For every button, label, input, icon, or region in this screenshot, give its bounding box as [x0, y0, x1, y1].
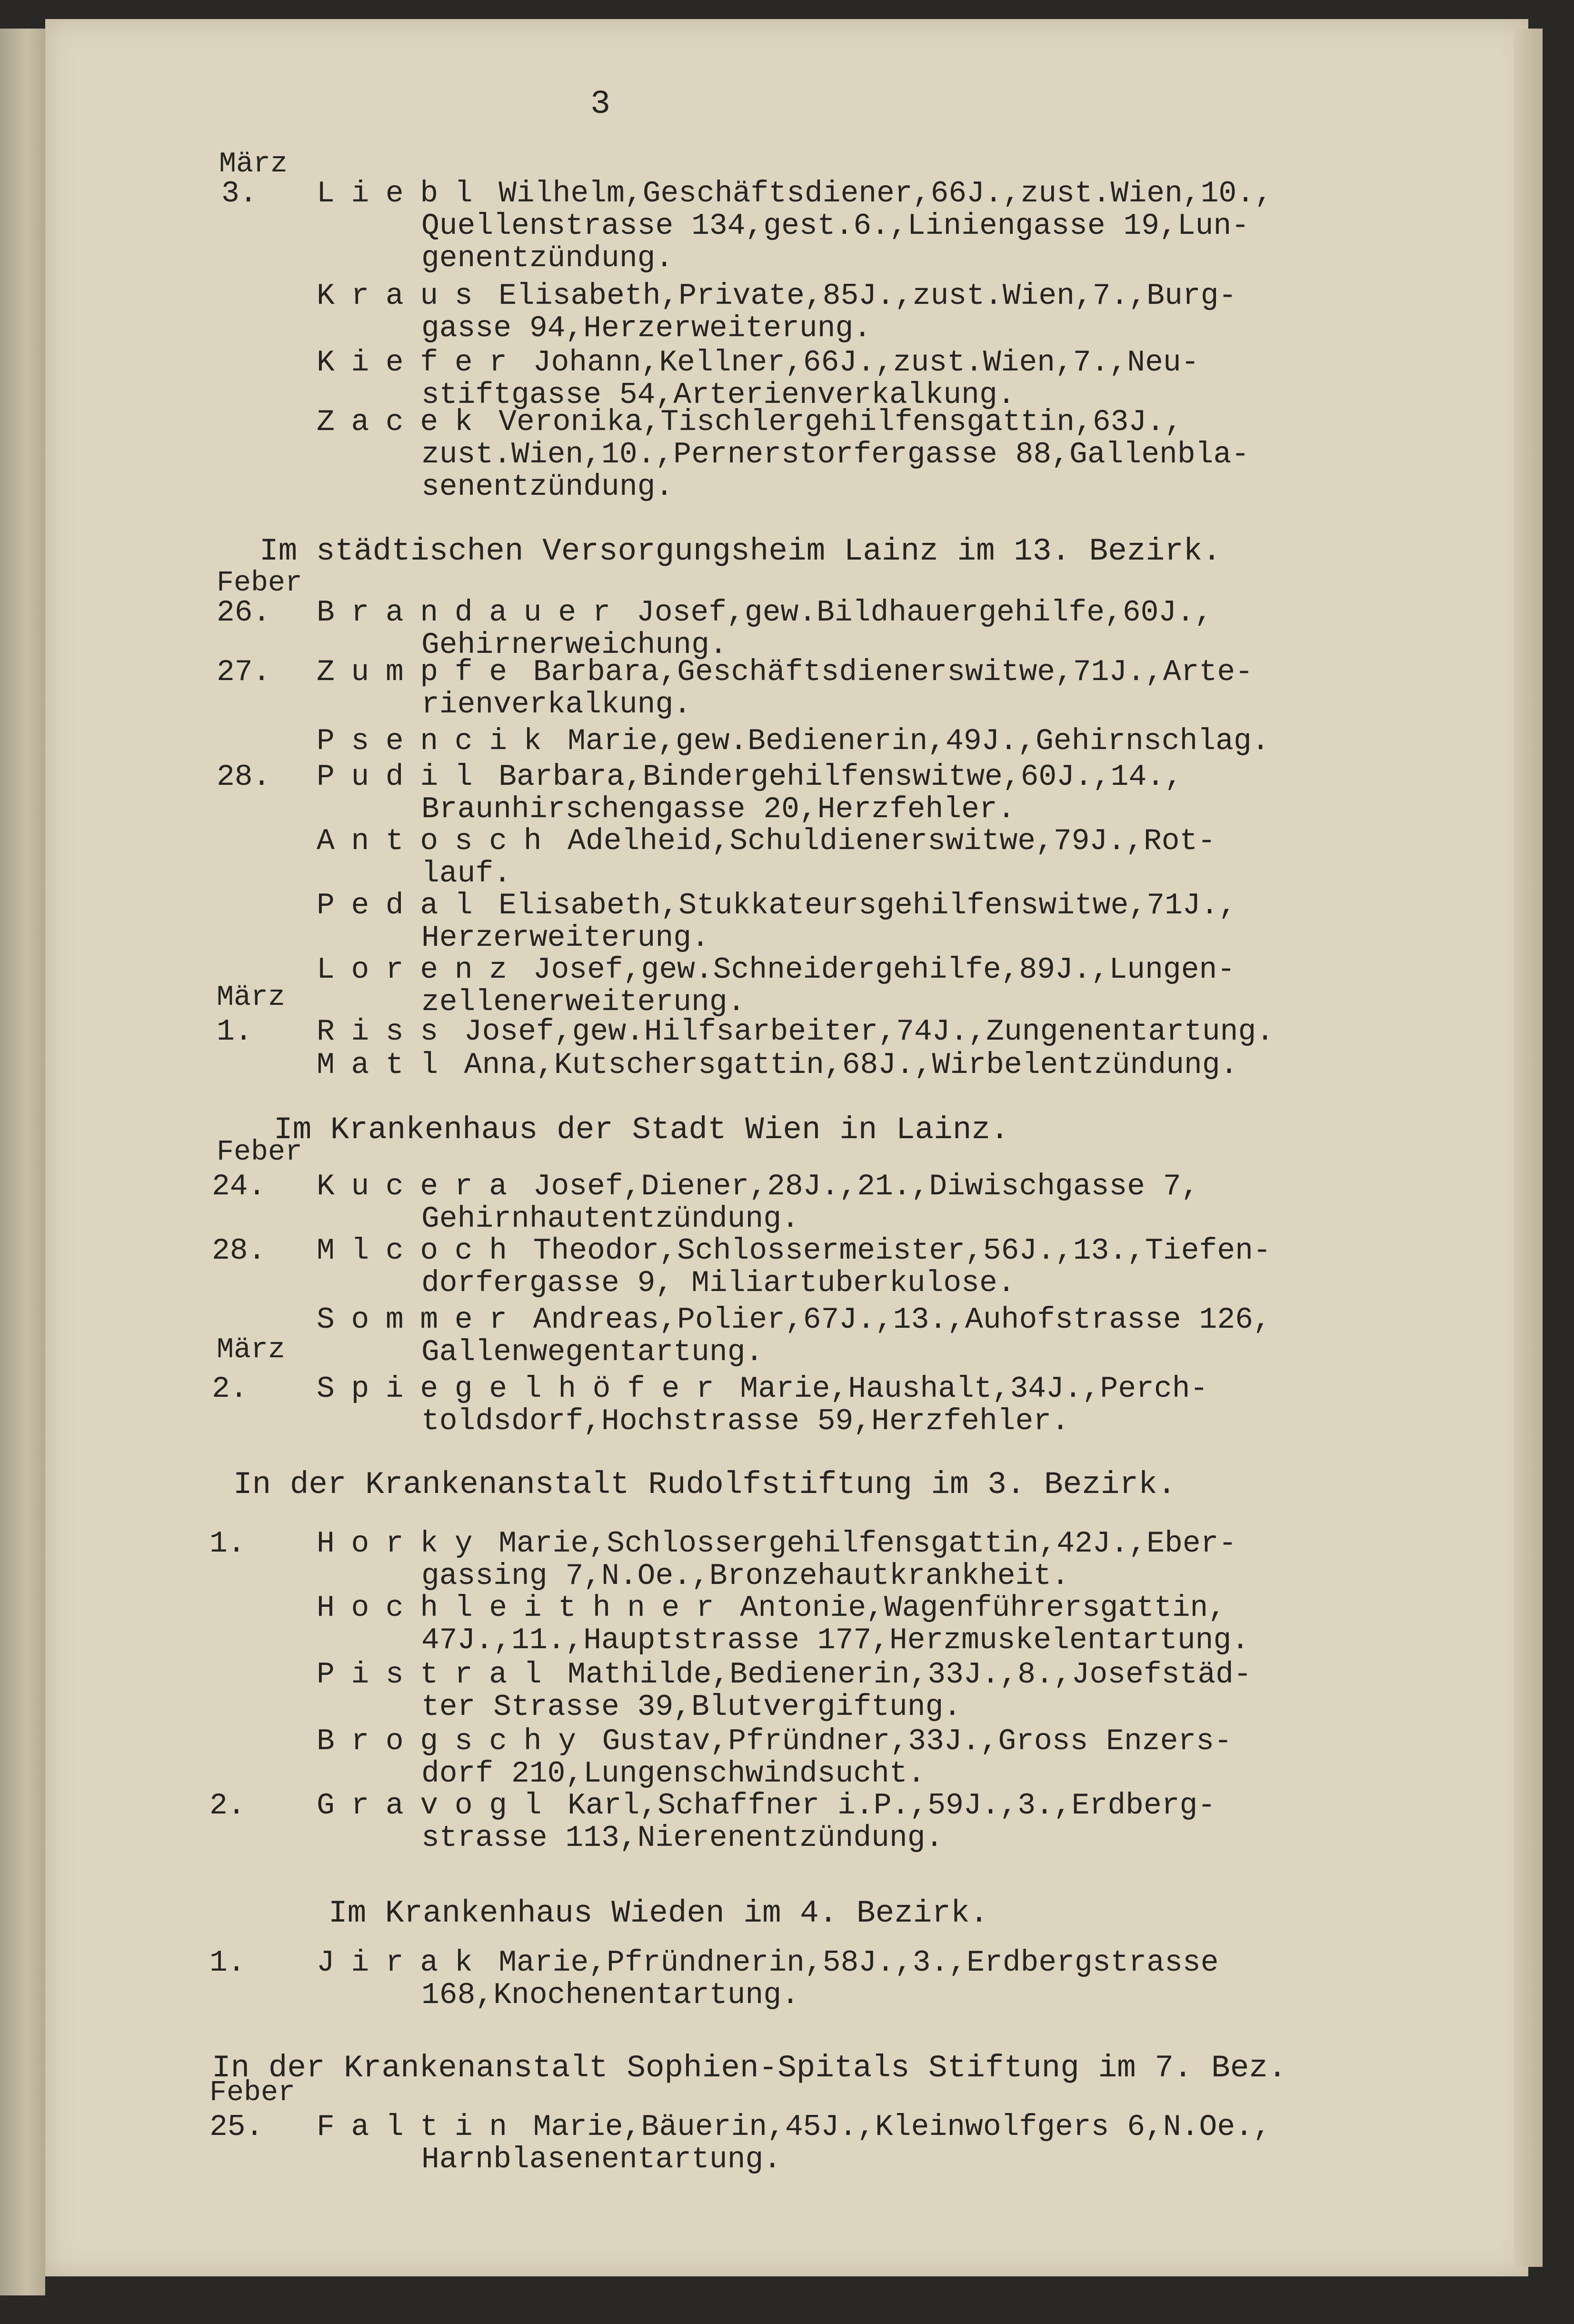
- entry-text-line: gassing 7,N.Oe.,Bronzehautkrankheit.: [421, 1559, 1070, 1593]
- entry-text-line: Quellenstrasse 134,gest.6.,Liniengasse 19,Lun-: [421, 209, 1250, 243]
- entry-surname: Jirak: [317, 1946, 489, 1980]
- entry-text-line: Braunhirschengasse 20,Herzfehler.: [421, 792, 1016, 826]
- entry-surname: Gravogl: [317, 1789, 558, 1823]
- entry-text-line: Marie,Schlossergehilfensgattin,42J.,Eber-: [498, 1527, 1237, 1561]
- entry-surname: Psencik: [317, 724, 558, 758]
- facing-page-edge: [0, 29, 45, 2295]
- entry-text-line: Johann,Kellner,66J.,zust.Wien,7.,Neu-: [533, 346, 1199, 380]
- entry-surname: Mlcoch: [317, 1234, 524, 1268]
- entry-text-line: Josef,gew.Hilfsarbeiter,74J.,Zungenentartung.: [464, 1015, 1275, 1049]
- entry-text-line: Veronika,Tischlergehilfensgattin,63J.,: [498, 405, 1183, 439]
- entry-text-line: Marie,Haushalt,34J.,Perch-: [740, 1372, 1208, 1406]
- entry-day: 24.: [212, 1170, 266, 1203]
- entry-surname: Pudil: [317, 760, 489, 794]
- entry-surname: Brogschy: [317, 1724, 593, 1758]
- page-fore-edge: [1514, 29, 1543, 2267]
- entry-text-line: Karl,Schaffner i.P.,59J.,3.,Erdberg-: [568, 1789, 1216, 1823]
- institution-heading: In der Krankenanstalt Rudolfstiftung im 3. Bezirk.: [233, 1467, 1176, 1503]
- entry-text-line: strasse 113,Nierenentzündung.: [421, 1821, 944, 1855]
- entry-day: 1.: [209, 1527, 246, 1561]
- entry-text-line: stiftgasse 54,Arterienverkalkung.: [421, 378, 1016, 412]
- entry-text-line: rienverkalkung.: [421, 688, 692, 721]
- entry-text-line: Theodor,Schlossermeister,56J.,13.,Tiefen-: [533, 1234, 1271, 1268]
- entry-text-line: senentzündung.: [421, 470, 674, 504]
- month-label: Feber: [209, 2077, 296, 2109]
- month-label: Feber: [217, 567, 303, 600]
- entry-text-line: Adelheid,Schuldienerswitwe,79J.,Rot-: [568, 824, 1216, 858]
- entry-surname: Pedal: [317, 889, 489, 922]
- month-label: Feber: [217, 1136, 303, 1169]
- entry-text-line: dorf 210,Lungenschwindsucht.: [421, 1757, 926, 1791]
- entry-text-line: genentzündung.: [421, 241, 674, 275]
- month-label: März: [217, 982, 286, 1014]
- entry-text-line: Gehirnhautentzündung.: [421, 1202, 799, 1236]
- entry-surname: Kiefer: [317, 346, 524, 380]
- entry-surname: Zacek: [317, 405, 489, 439]
- entry-text-line: Mathilde,Bedienerin,33J.,8.,Josefstäd-: [568, 1658, 1252, 1692]
- entry-text-line: Marie,Bäuerin,45J.,Kleinwolfgers 6,N.Oe.,: [533, 2110, 1271, 2144]
- entry-day: 3.: [221, 177, 258, 210]
- entry-text-line: Josef,gew.Schneidergehilfe,89J.,Lungen-: [533, 953, 1235, 987]
- entry-text-line: Anna,Kutschersgattin,68J.,Wirbelentzündung.: [464, 1048, 1238, 1082]
- entry-surname: Spiegelhöfer: [317, 1372, 731, 1406]
- entry-surname: Pistral: [317, 1658, 558, 1692]
- entry-day: 2.: [209, 1789, 246, 1823]
- entry-text-line: ter Strasse 39,Blutvergiftung.: [421, 1690, 962, 1724]
- entry-text-line: dorfergasse 9, Miliartuberkulose.: [421, 1266, 1016, 1300]
- entry-surname: Horky: [317, 1527, 489, 1561]
- entry-text-line: 168,Knochenentartung.: [421, 1978, 799, 2012]
- entry-day: 25.: [209, 2110, 264, 2144]
- entry-text-line: Barbara,Geschäftsdienerswitwe,71J.,Arte-: [533, 655, 1253, 689]
- institution-heading: Im Krankenhaus der Stadt Wien in Lainz.: [274, 1112, 1009, 1148]
- entry-text-line: zust.Wien,10.,Pernerstorfergasse 88,Gallenbla-: [421, 438, 1250, 471]
- entry-text-line: Elisabeth,Private,85J.,zust.Wien,7.,Burg-: [498, 279, 1237, 313]
- entry-text-line: lauf.: [421, 857, 512, 891]
- entry-text-line: Elisabeth,Stukkateursgehilfenswitwe,71J.,: [498, 889, 1237, 922]
- entry-text-line: Herzerweiterung.: [421, 921, 709, 955]
- entry-day: 28.: [212, 1234, 266, 1268]
- entry-surname: Sommer: [317, 1303, 524, 1337]
- entry-day: 2.: [212, 1372, 248, 1406]
- entry-text-line: Harnblasenentartung.: [421, 2143, 782, 2176]
- entry-surname: Riss: [317, 1015, 455, 1049]
- entry-text-line: Gehirnerweichung.: [421, 628, 727, 662]
- entry-day: 1.: [209, 1946, 246, 1980]
- page-number: 3: [590, 86, 611, 123]
- entry-surname: Matl: [317, 1048, 455, 1082]
- entry-text-line: Antonie,Wagenführersgattin,: [740, 1591, 1226, 1625]
- entry-surname: Hochleithner: [317, 1591, 731, 1625]
- month-label: März: [219, 148, 288, 180]
- entry-surname: Brandauer: [317, 596, 628, 630]
- entry-text-line: Marie,Pfründnerin,58J.,3.,Erdbergstrasse: [498, 1946, 1219, 1980]
- entry-text-line: Gallenwegentartung.: [421, 1335, 764, 1369]
- entry-text-line: Barbara,Bindergehilfenswitwe,60J.,14.,: [498, 760, 1183, 794]
- entry-day: 26.: [217, 596, 271, 630]
- entry-text-line: 47J.,11.,Hauptstrasse 177,Herzmuskelentartung.: [421, 1623, 1250, 1657]
- entry-surname: Kucera: [317, 1170, 524, 1203]
- entry-day: 1.: [217, 1015, 253, 1049]
- entry-surname: Lorenz: [317, 953, 524, 987]
- month-label: März: [217, 1334, 286, 1366]
- entry-surname: Antosch: [317, 824, 558, 858]
- entry-text-line: zellenerweiterung.: [421, 985, 746, 1019]
- institution-heading: In der Krankenanstalt Sophien-Spitals Stiftung im 7. Bez.: [212, 2050, 1287, 2086]
- entry-day: 28.: [217, 760, 271, 794]
- entry-surname: Kraus: [317, 279, 489, 313]
- entry-text-line: Gustav,Pfründner,33J.,Gross Enzers-: [602, 1724, 1232, 1758]
- entry-text-line: Andreas,Polier,67J.,13.,Auhofstrasse 126,: [533, 1303, 1271, 1337]
- entry-text-line: Wilhelm,Geschäftsdiener,66J.,zust.Wien,10.,: [498, 177, 1273, 210]
- entry-day: 27.: [217, 655, 271, 689]
- entry-surname: Faltin: [317, 2110, 524, 2144]
- entry-surname: Zumpfe: [317, 655, 524, 689]
- entry-text-line: toldsdorf,Hochstrasse 59,Herzfehler.: [421, 1404, 1070, 1438]
- entry-text-line: gasse 94,Herzerweiterung.: [421, 311, 872, 345]
- entry-text-line: Josef,Diener,28J.,21.,Diwischgasse 7,: [533, 1170, 1199, 1203]
- entry-surname: Liebl: [317, 177, 489, 210]
- institution-heading: Im städtischen Versorgungsheim Lainz im 13. Bezirk.: [259, 533, 1221, 569]
- entry-text-line: Marie,gew.Bedienerin,49J.,Gehirnschlag.: [568, 724, 1270, 758]
- entry-text-line: Josef,gew.Bildhauergehilfe,60J.,: [637, 596, 1213, 630]
- institution-heading: Im Krankenhaus Wieden im 4. Bezirk.: [329, 1895, 989, 1931]
